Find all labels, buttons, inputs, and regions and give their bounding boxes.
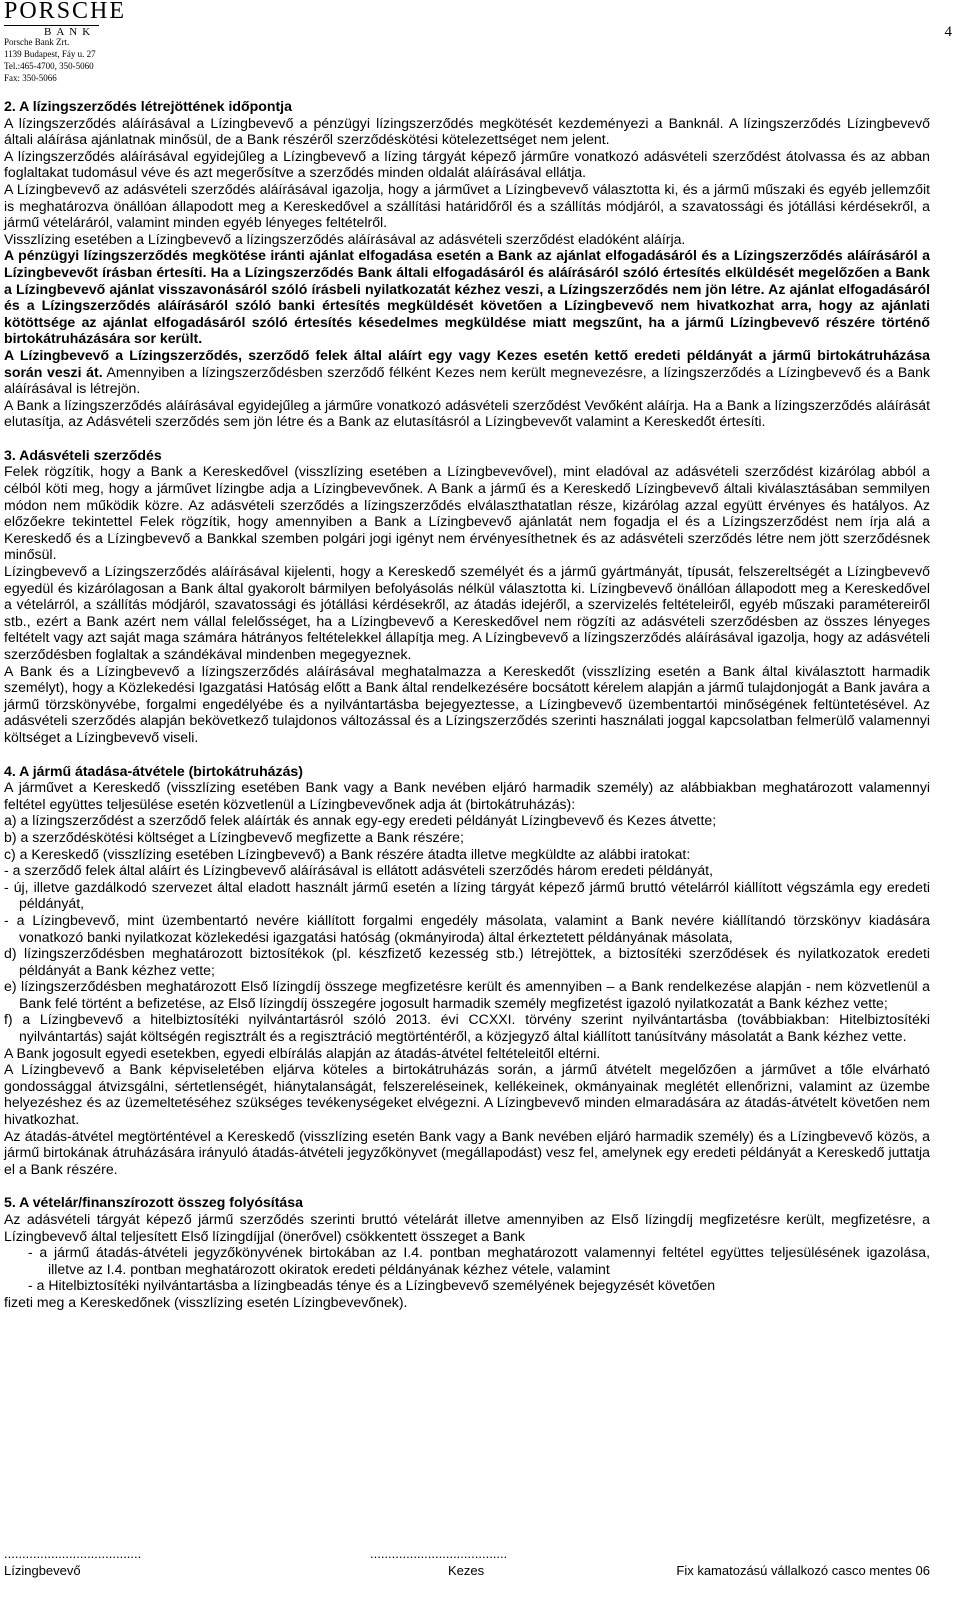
logo-brand-text: PORSCHE	[4, 0, 127, 24]
address-line: Porsche Bank Zrt.	[4, 37, 70, 47]
paragraph: Az átadás-átvétel megtörténtével a Kereskedő (visszlízing esetén Bank vagy a Bank nevében eljáró harmadik személy) és a Lízingbevevő közös, a jármű birtokának átruházására irányuló átadás-átvételi jegyzőkönyvet (megállapodást) vesz fel, amelynek egy eredeti példányát a Kereskedő juttatja el a Bank részére.	[4, 1127, 930, 1177]
company-address	[4, 36, 96, 84]
paragraph: A Lízingbevevő az adásvételi szerződés aláírásával igazolja, hogy a járművet a Lízingbevevő választotta ki, és a jármű műszaki és egyéb jellemzőit is meghatározva önállóan állapodott meg a Kereskedővel a szállítási határidőről és a szállítás módjáról, a szavatossági és jótállási kérdésekről, a jármű vételáráról, valamint minden egyéb lényeges feltételről.	[4, 180, 930, 231]
signature-line-guarantor: ......................................	[370, 1546, 508, 1561]
paragraph: A Lízingbevevő a Bank képviseletében eljárva köteles a birtokátruházás során, a jármű átvételt megelőzően a járművet a tőle elvárható gondossággal átvizsgálni, sértetlenségét, hiánytalanságát, felszereléseinek, kellékeinek, okmányainak meglétét ellenőrizni, valamint az üzembe helyezéshez és az üzemeltetéséhez szükséges tevékenységeket elvégezni. A Lízingbevevő minden elmaradására az átadás-átvételt követően nem hivatkozhat.	[4, 1061, 930, 1128]
section-3-title: 3. Adásvételi szerződés	[4, 446, 162, 463]
list-item: - a Hitelbiztosítéki nyilvántartásba a lízingbeadás ténye és a Lízingbevevő személyének bejegyzését követően	[28, 1277, 716, 1294]
document-type-label: Fix kamatozású vállalkozó casco mentes 06	[676, 1563, 930, 1578]
paragraph	[4, 347, 930, 397]
list-item: e) lízingszerződésben meghatározott Első lízingdíj összege megfizetésre került és amennyiben – a Bank rendelkezése alapján - nem közvetlenül a Bank felé történt a befizetése, az Első lízingdíj összegére jogosult harmadik személy megfizetést igazoló nyilatkozatát a Bank kézhez vette;	[4, 978, 930, 1011]
logo-bank-text: BANK	[4, 25, 99, 38]
signature-label-lessee: Lízingbevevő	[4, 1563, 81, 1578]
spacer	[4, 746, 930, 763]
page-number: 4	[944, 24, 952, 40]
list-item: - új, illetve gazdálkodó szervezet által eladott használt jármű esetén a lízing tárgyát képező jármű bruttó vételárról kiállított végszámla egy eredeti példányát,	[4, 878, 930, 912]
signature-label-guarantor: Kezes	[448, 1563, 485, 1578]
paragraph: A lízingszerződés aláírásával egyidejűleg a Lízingbevevő a lízing tárgyát képező járműre vonatkozó adásvételi szerződést átolvassa és az abban foglaltakat tudomásul véve és azt megerősítve a szerződés minden oldalát aláírásával ellátja.	[4, 147, 930, 181]
paragraph: A Bank és a Lízingbevevő a lízingszerződés aláírásával meghatalmazza a Kereskedőt (visszlízing esetén a Bank által kiválasztott harmadik személyt), hogy a Közlekedési Igazgatási Hatóság előtt a Bank által rendelkezésére bocsátott kérelem alapján a jármű tulajdonjogát a Bank javára a jármű törzskönyvébe, forgalmi engedélyébe és a nyilvántartásba bejegyeztesse, a Lízingbevevő üzembentartói minőségének feltüntetésével. Az adásvételi szerződés alapján bekövetkező tulajdonos változással és a Lízingszerződés szerinti használati joggal kapcsolatban felmerülő valamennyi költséget a Lízingbevevő viseli.	[4, 662, 930, 745]
address-line: Fax: 350-5066	[4, 73, 57, 83]
paragraph: A Bank a lízingszerződés aláírásával egyidejűleg a járműre vonatkozó adásvételi szerződést Vevőként aláírja. Ha a Bank a lízingszerződés aláírását elutasítja, az Adásvételi szerződés sem jön létre és a Bank az elutasításról a Lízingbevevőt valamint a Kereskedőt értesíti.	[4, 396, 930, 430]
list-item: - a Lízingbevevő, mint üzembentartó nevére kiállított forgalmi engedély másolata, valamint a Bank nevére kiállítandó törzskönyv kiadására vonatkozó banki nyilatkozat közlekedési igazgatási hatóság (okmányiroda) által érkeztetett példányának másolata,	[4, 911, 930, 945]
list-item: b) a szerződéskötési költséget a Lízingbevevő megfizette a Bank részére;	[4, 828, 464, 845]
paragraph: fizeti meg a Kereskedőnek (visszlízing esetén Lízingbevevőnek).	[4, 1293, 408, 1310]
document-body	[4, 98, 930, 1311]
bold-paragraph: A pénzügyi lízingszerződés megkötése iránti ajánlat elfogadása esetén a Bank az ajánlat elfogadásáról és a Lízingszerződés aláírásáról a Lízingbevevőt írásban értesíti. Ha a Lízingszerződés Bank általi elfogadásáról és aláírásáról szóló értesítés elküldését megelőzően a Bank a Lízingbevevő ajánlat visszavonásáról szóló írásbeli nyilatkozatát kézhez veszi, a Lízingszerződés nem jön létre. Az ajánlat elfogadásáról és a Lízingszerződés aláírásáról szóló banki értesítés megküldését követően a Lízingbevevő nem hivatkozhat arra, hogy az ajánlati kötöttsége az ajánlat elfogadásáról szóló értesítés késedelmes megküldése miatt megszűnt, ha a jármű Lízingbevevő részére történő birtokátruházására sor került.	[4, 247, 930, 347]
address-line: Tel.:465-4700, 350-5060	[4, 61, 94, 71]
section-5-title: 5. A vételár/finanszírozott összeg folyósítása	[4, 1194, 303, 1211]
paragraph: Lízingbevevő a Lízingszerződés aláírásával kijelenti, hogy a Kereskedő személyét és a jármű gyártmányát, típusát, felszereltségét a Lízingbevevő egyedül és kizárólagosan a Bank által gyakorolt bármilyen befolyásolás nélkül választotta ki. Lízingbevevő önállóan állapodott meg a Kereskedővel a vételárról, a szállítás módjáról, szavatossági és jótállási kérdésekről, az átadás idejéről, a szervizelés feltételeiről, egyéb műszaki paramétereiről stb., ezért a Bank azért nem vállal felelősséget, ha a Lízingbevevő a Kereskedővel nem rögzíti az adásvételi szerződésben az összes lényeges feltételt vagy azt saját maga számára hátrányos feltételekkel állapítja meg. A Lízingbevevő a lízingszerződés aláírásával igazolja, hogy az adásvételi szerződésben foglaltak a szándékával mindenben megegyeznek.	[4, 563, 930, 662]
section-4-title: 4. A jármű átadása-átvétele (birtokátruházás)	[4, 762, 303, 779]
list-item: - a jármű átadás-átvételi jegyzőkönyvének birtokában az I.4. pontban meghatározott valamennyi feltétel együttes teljesülésének igazolása, illetve az I.4. pontban meghatározott okiratok eredeti példányának kézhez vétele, valamint	[28, 1244, 930, 1277]
paragraph: Felek rögzítik, hogy a Bank a Kereskedővel (visszlízing esetében a Lízingbevevővel), mint eladóval az adásvételi szerződést kizárólag abból a célból köti meg, hogy a járművet lízingbe adja a Lízingbevevőnek. A Bank a jármű és a Kereskedő Lízingbevevő általi kiválasztásában semmilyen módon nem működik közre. Az adásvételi szerződés a lízingszerződés elválaszthatatlan része, kizárólag azzal együtt érvényes és hatályos. Az előzőekre tekintettel Felek rögzítik, hogy amennyiben a Bank a Lízingbevevő ajánlatát nem fogadja el és a Lízingszerződést nem írja alá a Kereskedő és a Lízingbevevő a Bankkal szemben polgári jogi igényt nem érvényesíthetnek és az adásvételi szerződés létre nem jött szerződésnek minősül.	[4, 463, 930, 563]
paragraph: A Bank jogosult egyedi esetekben, egyedi elbírálás alapján az átadás-átvétel feltételeitől eltérni.	[4, 1044, 601, 1061]
paragraph-text: Amennyiben a lízingszerződésben szerződő félként Kezes nem került megnevezésre, a lízingszerződés a Lízingbevevő és a Bank aláírásával is létrejön.	[4, 363, 931, 397]
paragraph: A járművet a Kereskedő (visszlízing esetében Bank vagy a Bank nevében eljáró harmadik személy) az alábbiakban meghatározott valamennyi feltétel együttes teljesülése esetén közvetlenül a Lízingbevevőnek adja át (birtokátruházás):	[4, 779, 930, 812]
signature-line-lessee: ......................................	[4, 1546, 142, 1561]
spacer	[4, 430, 930, 447]
list-item: d) lízingszerződésben meghatározott biztosítékok (pl. készfizető kezesség stb.) létrejöttek, a biztosítéki szerződések és nyilatkozatok eredeti példányát a Bank kézhez vette;	[4, 945, 930, 978]
section-2-title: 2. A lízingszerződés létrejöttének időpontja	[4, 98, 292, 114]
list-item: f) a Lízingbevevő a hitelbiztosítéki nyilvántartásról szóló 2013. évi CCXXI. törvény szerint nyilvántartásba (továbbiakban: Hitelbiztosítéki nyilvántartás) saját költségén regisztrált és a regisztráció megtörténtéről, a közjegyző által kiállított tanúsítvány másolatát a Bank kézhez vette.	[4, 1011, 930, 1045]
porsche-bank-logo	[4, 0, 164, 40]
paragraph: Visszlízing esetében a Lízingbevevő a lízingszerződés aláírásával az adásvételi szerződést eladóként aláírja.	[4, 230, 686, 247]
list-item: a) a lízingszerződést a szerződő felek aláírták és annak egy-egy eredeti példányát Lízingbevevő és Kezes átvette;	[4, 812, 717, 829]
bold-text: A Lízingbevevő a Lízingszerződés, szerződő felek által aláírt egy vagy Kezes esetén kettő eredeti példányát a jármű birtokátruházása során veszi át.	[4, 346, 930, 380]
paragraph: A lízingszerződés aláírásával a Lízingbevevő a pénzügyi lízingszerződés megkötését kezdeményezi a Banknál. A lízingszerződés Lízingbevevő általi aláírása ajánlatnak minősül, de a Bank részéről szerződéskötési kötelezettséget nem jelent.	[4, 114, 930, 148]
list-item: - a szerződő felek által aláírt és Lízingbevevő aláírásával is ellátott adásvételi szerződés három eredeti példányát,	[4, 862, 713, 879]
paragraph: Az adásvételi tárgyát képező jármű szerződés szerinti bruttó vételárát illetve amennyiben az Első lízingdíj megfizetésre került, megfizetésre, a Lízingbevevő által teljesített Első lízingdíjjal (önerővel) csökkentett összeget a Bank	[4, 1211, 930, 1244]
list-item: c) a Kereskedő (visszlízing esetében Lízingbevevő) a Bank részére átadta illetve megküldte az alábbi iratokat:	[4, 845, 691, 862]
address-line: 1139 Budapest, Fáy u. 27	[4, 49, 96, 59]
spacer	[4, 1177, 930, 1194]
